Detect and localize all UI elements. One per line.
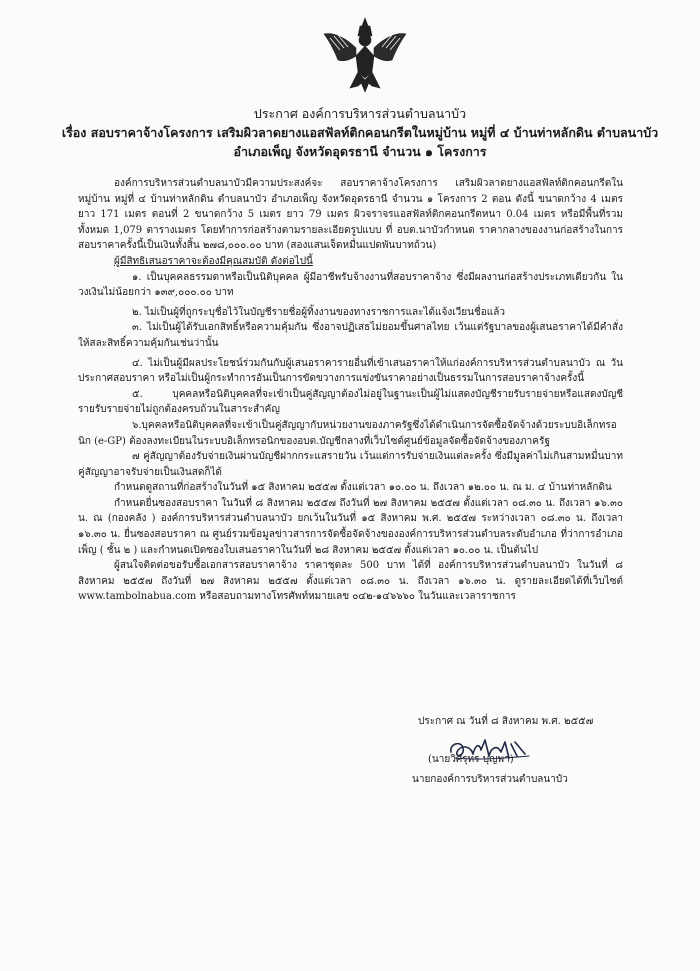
qualification-3: ๓. ไม่เป็นผู้ได้รับเอกสิทธิ์หรือความคุ้มกัน ซึ่งอาจปฏิเสธไม่ยอมขึ้นศาลไทย เว้นแต่รัฐบาลของผู้เสนอราคาได้มีคำสั่งให้สละสิทธิ์ความคุ้มกันเช่นว่านั้น [78,322,623,349]
site-visit-paragraph: กำหนดดูสถานที่ก่อสร้างในวันที่ ๑๕ สิงหาคม ๒๕๕๗ ตั้งแต่เวลา ๑๐.๐๐ น. ถึงเวลา ๑๒.๐๐ น. ณ ม. ๔ บ้านท่าหลักดิน [114,482,612,494]
signatory-name: (นายวิศรุทร บุญพา) [428,754,514,765]
intro-paragraph: องค์การบริหารส่วนตำบลนาบัวมีความประสงค์จะ สอบราคาจ้างโครงการ เสริมผิวลาดยางแอสฟัลท์ติกคอนกรีตในหมู่บ้าน หมู่ที่ ๔ บ้านท่าหลักดิน ตำบลนาบัว อำเภอเพ็ญ จังหวัดอุดรธานี จำนวน ๑ โครงการ 2 ตอน ดังนี้ ขนาดกว้าง 4 เมตร ยาว 171 เมตร ตอนที่ 2 ขนาดกว้าง 5 เมตร ยาว 79 เมตร ผิวจราจรแอสฟัลท์ติกคอนกรีตหนา 0.04 เมตร หรือมีพื้นที่รวมทั้งหมด 1,079 ตารางเมตร โดยทำการก่อสร้างตามรายละเอียดรูปแบบ ที่ อบต.นาบัวกำหนด ราคากลางของงานก่อสร้างในการสอบราคาครั้งนี้เป็นเงินทั้งสิ้น ๒๗๘,๐๐๐.๐๐ บาท (สองแสนเจ็ดหมื่นแปดพันบาทถ้วน) [78,178,623,252]
announcement-header [60,104,660,161]
qualification-1: ๑. เป็นบุคคลธรรมดาหรือเป็นนิติบุคคล ผู้มีอาชีพรับจ้างงานที่สอบราคาจ้าง ซึ่งมีผลงานก่อสร้างประเภทเดียวกัน ในวงเงินไม่น้อยกว่า ๑๓๙,๐๐๐.๐๐ บาท [78,271,623,299]
announcement-date: ประกาศ ณ วันที่ ๘ สิงหาคม พ.ศ. ๒๕๕๗ [418,716,594,727]
announcement-body [78,176,623,605]
qualification-6: ๖.บุคคลหรือนิติบุคคลที่จะเข้าเป็นคู่สัญญากับหน่วยงานของภาครัฐซึ่งได้ดำเนินการจัดซื้อจัดจ้างด้วยระบบอิเล็กทรอนิก (e-GP) ต้องลงทะเบียนในระบบอิเล็กทรอนิกของอบต.บัญชีกลางที่เว็บไซต์ศูนย์ข้อมูลจัดซื้อจัดจ้างของภาครัฐ [78,419,617,447]
announcement-title: ประกาศ องค์การบริหารส่วนตำบลนาบัว [253,106,467,121]
qualification-5: ๕. บุคคลหรือนิติบุคคลที่จะเข้าเป็นคู่สัญญาต้องไม่อยู่ในฐานะเป็นผู้ไม่แสดงบัญชีรายรับรายจ่ายหรือแสดงบัญชีรายรับรายจ่ายไม่ถูกต้องครบถ้วนในสาระสำคัญ [78,388,623,416]
qualification-2: ๒. ไม่เป็นผู้ที่ถูกระบุชื่อไว้ในบัญชีรายชื่อผู้ทิ้งงานของทางราชการและได้แจ้งเวียนชื่อแล้ว [132,306,505,318]
documents-paragraph: ผู้สนใจติดต่อขอรับซื้อเอกสารสอบราคาจ้าง ราคาชุดละ 500 บาท ได้ที่ องค์การบริหารส่วนตำบลนาบัว ในวันที่ ๘ สิงหาคม ๒๕๕๗ ถึงวันที่ ๒๗ สิงหาคม ๒๕๕๗ ตั้งแต่เวลา ๐๘.๓๐ น. ถึงเวลา ๑๖.๓๐ น. ดูรายละเอียดได้ที่เว็บไซต์ www.tambolnabua.com หรือสอบถามทางโทรศัพท์หมายเลข ๐๔๒-๑๔๖๖๖๐ ในวันและเวลาราชการ [78,560,623,603]
qualification-7: ๗ คู่สัญญาต้องรับจ่ายเงินผ่านบัญชีฝากกระแสรายวัน เว้นแต่การรับจ่ายเงินแต่ละครั้ง ซึ่งมีมูลค่าไม่เกินสามหมื่นบาทคู่สัญญาอาจรับจ่ายเป็นเงินสดก็ได้ [78,451,623,478]
submission-paragraph: กำหนดยื่นซองสอบราคา ในวันที่ ๘ สิงหาคม ๒๕๕๗ ถึงวันที่ ๒๗ สิงหาคม ๒๕๕๗ ตั้งแต่เวลา ๐๘.๓๐ น. ถึงเวลา ๑๖.๓๐ น. ณ (กองคลัง ) องค์การบริหารส่วนตำบลนาบัว ยกเว้นในวันที่ ๑๕ สิงหาคม พ.ศ. ๒๕๕๗ ระหว่างเวลา ๐๘.๓๐ น. ถึงเวลา ๑๖.๓๐ น. ยื่นซองสอบราคา ณ ศูนย์รวมข้อมูลข่าวสารการจัดซื้อจัดจ้างขององค์การบริหารส่วนตำบลระดับอำเภอ ที่ว่าการอำเภอเพ็ญ ( ชั้น ๒ ) และกำหนดเปิดซองใบเสนอราคาในวันที่ ๒๘ สิงหาคม ๒๕๕๗ ตั้งแต่เวลา ๑๐.๐๐ น. เป็นต้นไป [78,497,623,556]
garuda-emblem-icon [320,16,410,94]
announcement-subject-location: อำเภอเพ็ญ จังหวัดอุดรธานี จำนวน ๑ โครงการ [233,144,487,159]
announcement-subject: เรื่อง สอบราคาจ้างโครงการ เสริมผิวลาดยางแอสฟัลท์ติกคอนกรีตในหมู่บ้าน หมู่ที่ ๔ บ้านท่าหลักดิน ตำบลนาบัว [61,125,659,140]
qualification-4: ๔. ไม่เป็นผู้มีผลประโยชน์ร่วมกันกับผู้เสนอราคารายอื่นที่เข้าเสนอราคาให้แก่องค์การบริหารส่วนตำบลนาบัว ณ วันประกาศสอบราคา หรือไม่เป็นผู้กระทำการอันเป็นการขัดขวางการแข่งขันราคาอย่างเป็นธรรมในการสอบราคาจ้างครั้งนี้ [78,357,623,385]
handwritten-signature [445,734,535,764]
signatory-position: นายกองค์การบริหารส่วนตำบลนาบัว [412,774,568,785]
qualifications-heading: ผู้มีสิทธิเสนอราคาจะต้องมีคุณสมบัติ ดังต่อไปนี้ [114,255,313,267]
